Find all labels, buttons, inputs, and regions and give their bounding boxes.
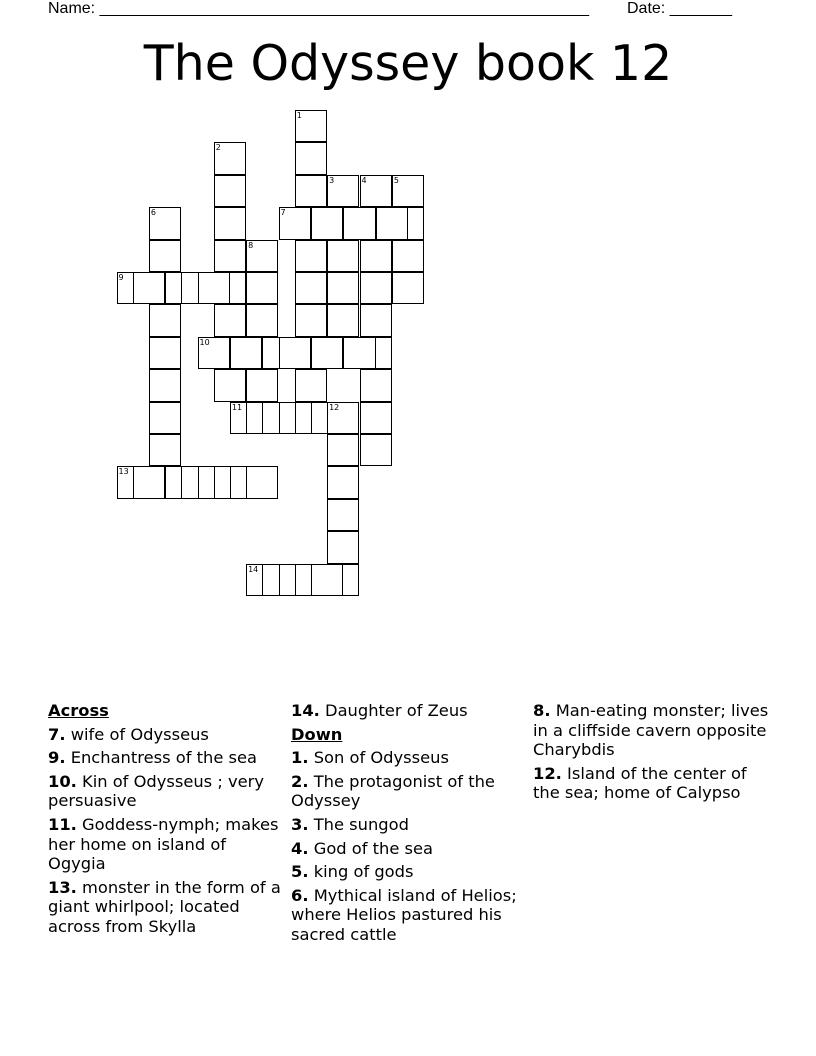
clue-across-13 [48,878,288,937]
clue-text: king of gods [313,862,414,882]
clue-text: wife of Odysseus [70,724,209,744]
clue-number: 3. [291,814,309,834]
grid-cell[interactable] [343,337,375,369]
clue-text: The protagonist of the Odyssey [291,771,495,811]
grid-cell[interactable] [295,240,327,272]
clue-text: Enchantress of the sea [70,748,257,768]
clue-across-10 [48,772,288,811]
clue-across-7 [48,725,288,745]
grid-cell[interactable] [360,304,392,336]
grid-cell[interactable] [149,434,181,466]
cell-number: 14 [248,564,259,574]
grid-cell[interactable] [214,369,246,401]
grid-cell[interactable] [149,402,181,434]
clue-text: The sungod [313,814,409,834]
grid-cell[interactable] [327,531,359,563]
grid-cell[interactable] [311,207,343,239]
grid-cell[interactable] [149,207,181,239]
grid-cell[interactable] [214,207,246,239]
grid-cell[interactable] [327,466,359,498]
page-title: The Odyssey book 12 [143,35,673,92]
cell-number: 2 [215,143,221,153]
clue-down-2 [291,772,531,811]
grid-cell[interactable] [327,499,359,531]
cell-number: 11 [231,402,243,412]
clue-number: 8. [533,701,551,720]
clue-down-5 [291,862,531,882]
grid-cell[interactable] [246,304,278,336]
clue-text: Island of the center of the sea; home of Calypso [533,763,747,803]
clue-text: Goddess-nymph; makes her home on island of Ogygia [48,814,279,874]
grid-cell[interactable] [246,272,278,304]
clue-text: Mythical island of Helios; where Helios pastured his sacred cattle [291,885,517,944]
clue-down-4 [291,839,531,859]
clue-down-1 [291,748,531,768]
grid-cell[interactable] [246,369,278,401]
clue-down-3 [291,815,531,835]
across-heading: Across [48,701,109,720]
grid-cell[interactable] [327,434,359,466]
grid-cell[interactable] [279,207,311,239]
clue-down-8 [533,701,773,760]
grid-cell[interactable] [198,337,230,369]
cell-number: 1 [296,111,302,120]
grid-cell[interactable] [149,240,181,272]
clue-text: God of the sea [313,838,434,858]
cell-number: 5 [393,175,399,185]
clue-number: 11. [48,814,77,834]
clue-text: Kin of Odysseus ; very persuasive [48,771,264,811]
grid-cell[interactable] [279,337,311,369]
clue-number: 1. [291,748,309,768]
grid-cell[interactable] [360,272,392,304]
clue-number: 12. [533,763,562,783]
clue-number: 2. [291,771,309,791]
cell-number: 9 [118,273,124,282]
grid-cell[interactable] [149,304,181,336]
grid-cell[interactable] [327,175,359,207]
grid-cell[interactable] [295,272,327,304]
date-field[interactable]: Date: _______ [627,0,732,17]
grid-cell[interactable] [295,304,327,336]
cell-number: 10 [199,337,210,347]
grid-cell[interactable] [311,564,343,596]
grid-cell[interactable] [327,304,359,336]
grid-cell[interactable] [392,272,424,304]
grid-cell[interactable] [360,434,392,466]
grid-cell[interactable] [133,272,165,304]
grid-cell[interactable] [311,337,343,369]
grid-cell[interactable] [214,175,246,207]
cell-number: 8 [248,240,254,250]
grid-cell[interactable] [295,142,327,174]
grid-cell[interactable] [327,402,359,434]
clue-number: 14. [291,701,320,720]
grid-cell[interactable] [376,207,408,239]
clue-down-12 [533,764,773,803]
cell-number: 12 [329,402,340,412]
grid-cell[interactable] [360,402,392,434]
grid-cell[interactable] [392,240,424,272]
clue-number: 10. [48,771,77,791]
cell-number: 6 [150,208,156,218]
grid-cell[interactable] [295,369,327,401]
grid-cell[interactable] [343,207,375,239]
grid-cell[interactable] [360,175,392,207]
clue-across-14 [291,701,531,721]
cell-number: 13 [118,467,129,477]
clue-column-2 [291,701,531,949]
clue-number: 4. [291,838,309,858]
grid-cell[interactable] [246,466,278,498]
grid-cell[interactable] [295,175,327,207]
grid-cell[interactable] [214,304,246,336]
grid-cell[interactable] [230,337,262,369]
clue-across-9 [48,748,288,768]
grid-cell[interactable] [198,272,230,304]
clue-number: 13. [48,877,77,897]
clue-number: 7. [48,724,66,744]
cell-number: 7 [280,208,286,218]
clue-text: Son of Odysseus [313,748,449,768]
grid-cell[interactable] [327,272,359,304]
grid-cell[interactable] [246,240,278,272]
grid-cell[interactable] [295,110,327,142]
cell-number: 4 [361,175,367,185]
clue-text: monster in the form of a giant whirlpool; located across from Skylla [48,877,281,936]
cell-number: 3 [329,175,335,185]
grid-cell[interactable] [392,175,424,207]
clue-text: Man-eating monster; lives in a cliffside cavern opposite Charybdis [533,701,769,760]
clue-text: Daughter of Zeus [325,701,468,720]
clue-column-1 [48,701,288,941]
grid-cell[interactable] [327,240,359,272]
grid-cell[interactable] [360,369,392,401]
name-field[interactable]: Name: _______________________________________________________ [48,0,589,17]
grid-cell[interactable] [360,240,392,272]
grid-cell[interactable] [133,466,165,498]
down-heading: Down [291,724,343,744]
clue-number: 9. [48,748,66,768]
clue-column-3 [533,701,773,807]
clue-number: 6. [291,885,309,905]
clue-across-11 [48,815,288,874]
grid-cell[interactable] [149,369,181,401]
clue-number: 5. [291,862,309,882]
grid-cell[interactable] [214,142,246,174]
clue-down-6 [291,886,531,945]
grid-cell[interactable] [149,337,181,369]
grid-cell[interactable] [214,240,246,272]
